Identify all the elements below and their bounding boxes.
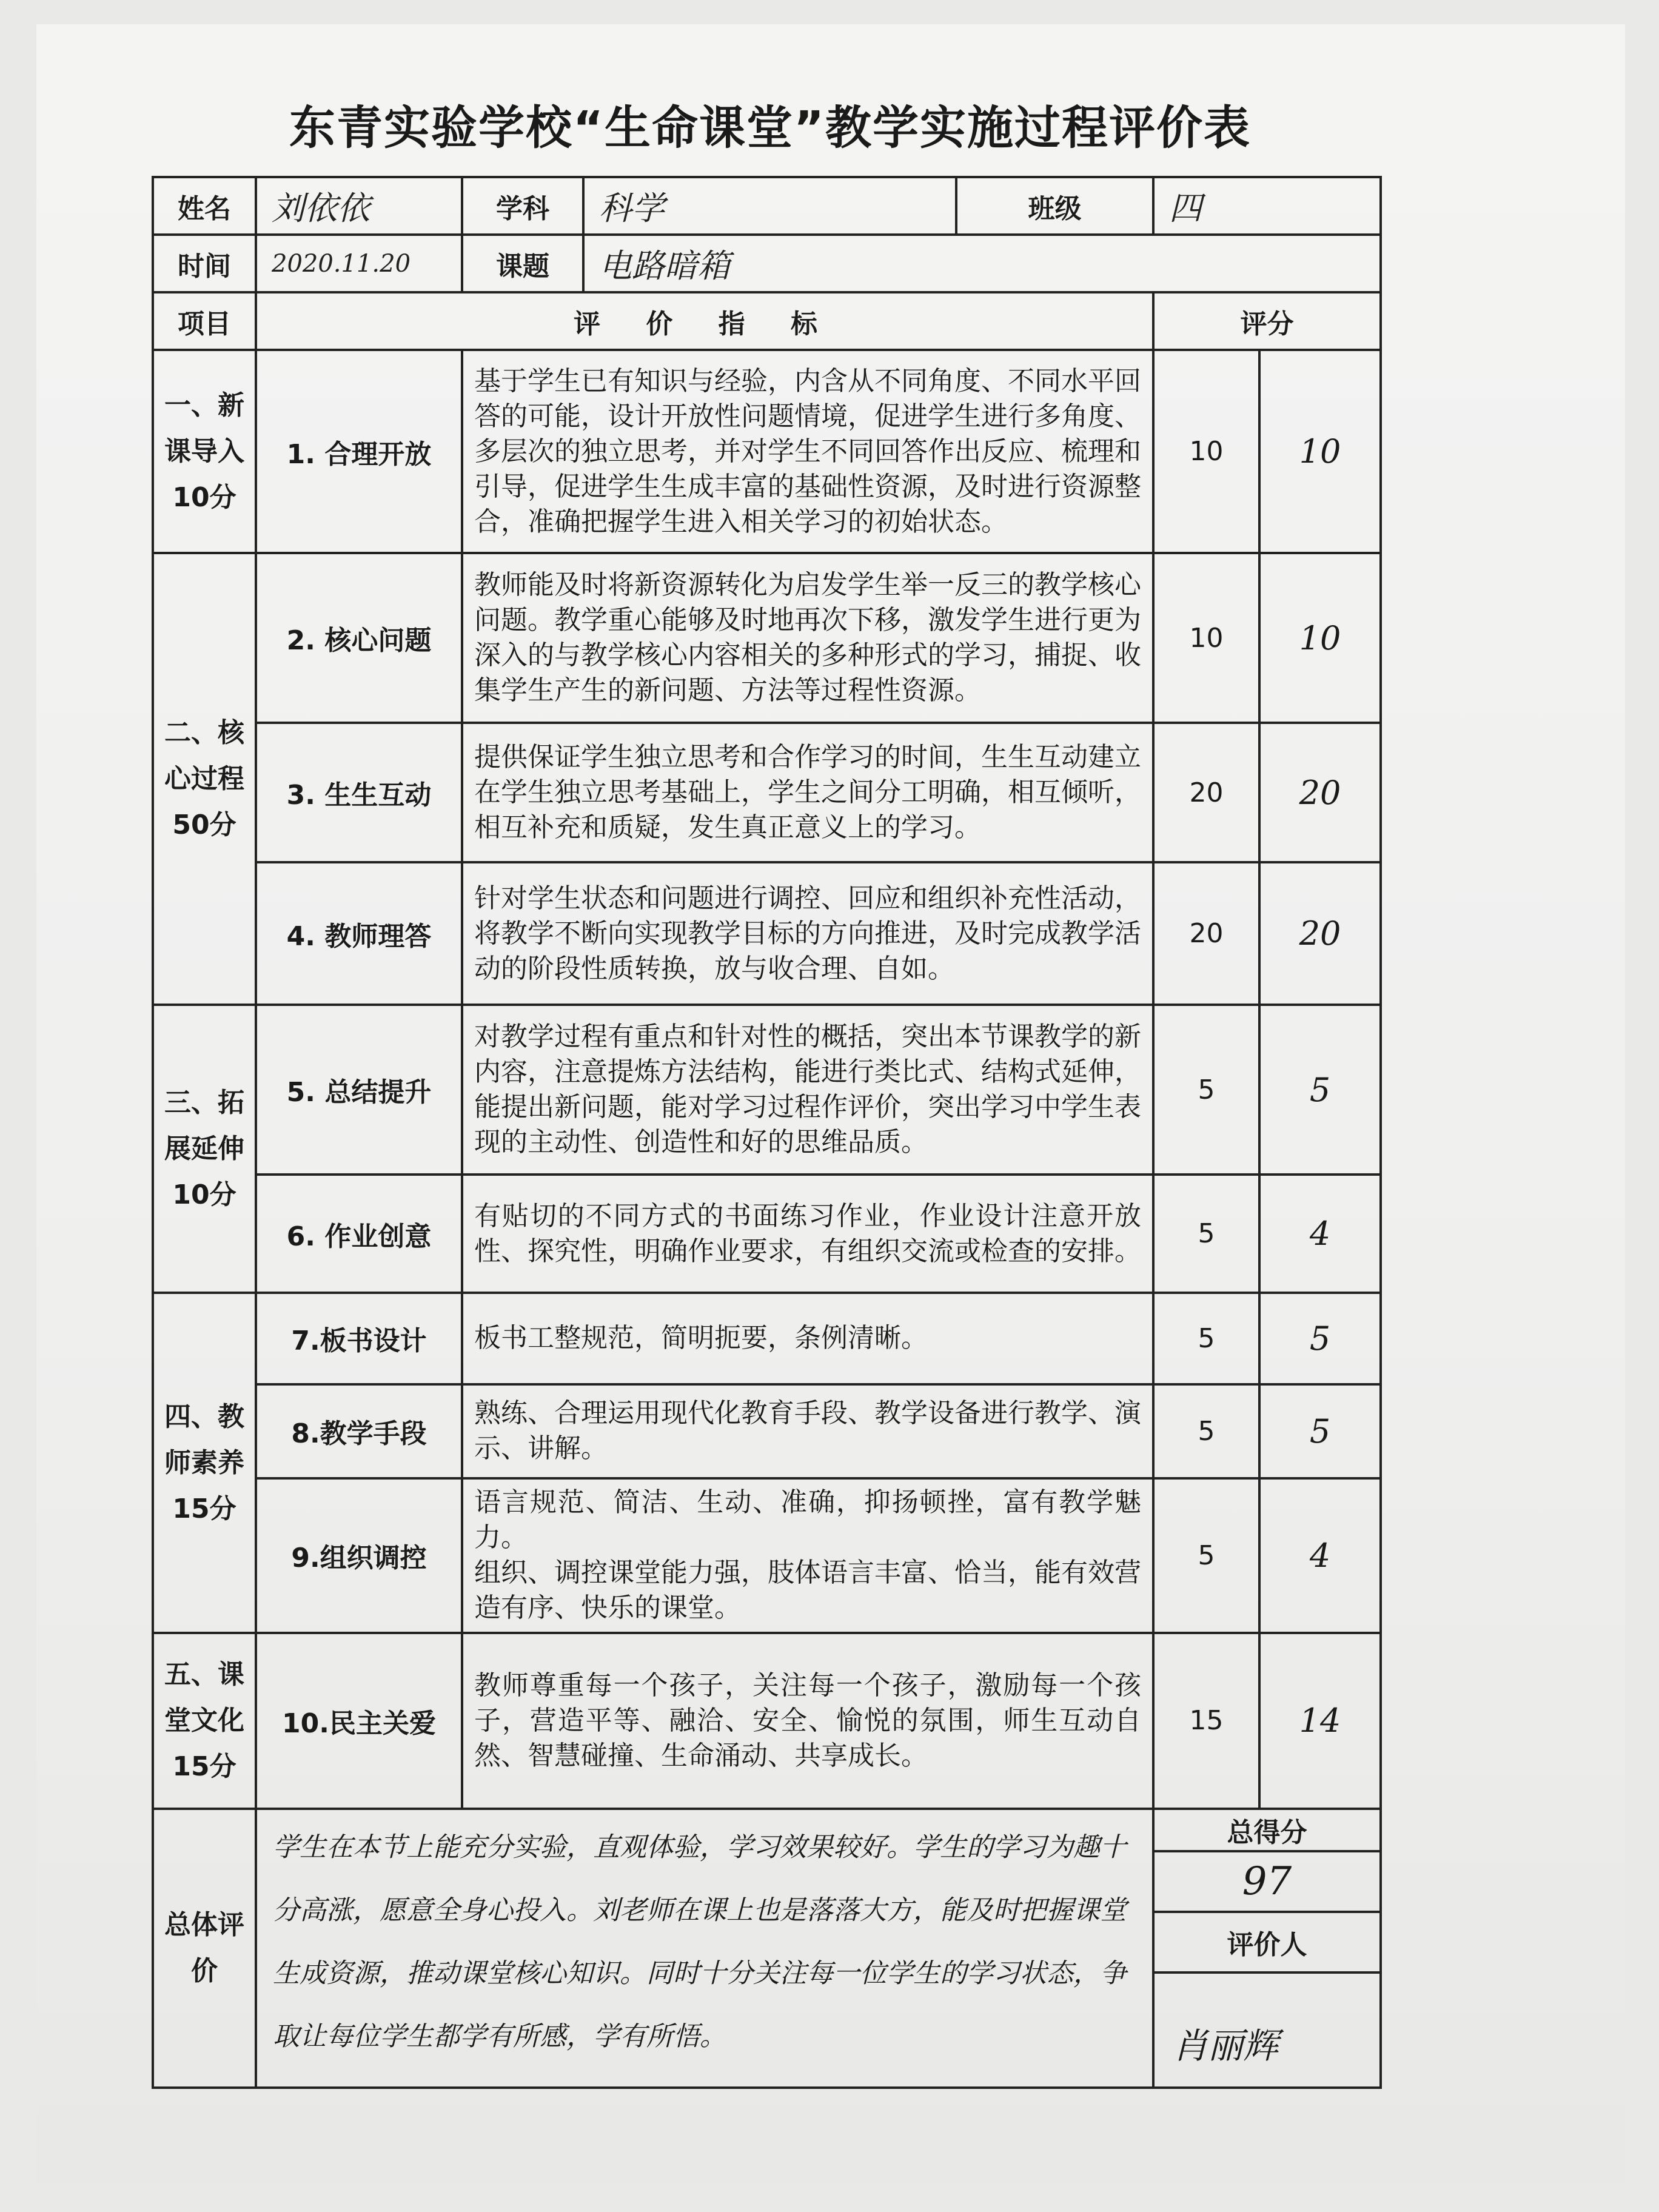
column-header-row [153, 292, 1381, 350]
subject-label: 学科 [462, 177, 583, 235]
item-name: 1. 合理开放 [256, 350, 462, 553]
item-description-line: 组织、调控课堂能力强，肢体语言丰富、恰当，能有效营造有序、快乐的课堂。 [474, 1557, 1141, 1624]
item-name: 3. 生生互动 [256, 723, 462, 862]
item-full-score: 20 [1153, 862, 1259, 1005]
item-score: 5 [1259, 1384, 1381, 1478]
item-score: 10 [1259, 553, 1381, 723]
class-label: 班级 [956, 177, 1153, 235]
summary-comment: 学生在本节上能充分实验，直观体验，学习效果较好。学生的学习为趣十分高涨，愿意全身心投入。刘老师在课上也是落落大方，能及时把握课堂生成资源，推动课堂核心知识。同时十分关注每一位学生的学习状态，争取让每位学生都学有所感，学有所悟。 [256, 1809, 1153, 2088]
item-name: 4. 教师理答 [256, 862, 462, 1005]
total-score-label: 总得分 [1153, 1809, 1381, 1851]
table-row [153, 553, 1381, 723]
item-description: 对教学过程有重点和针对性的概括，突出本节课教学的新内容，注意提炼方法结构，能进行类比式、结构式延伸，能提出新问题，能对学习过程作评价，突出学习中学生表现的主动性、创造性和好的思维品质。 [462, 1005, 1153, 1175]
item-full-score: 5 [1153, 1478, 1259, 1633]
table-row [153, 723, 1381, 862]
item-full-score: 5 [1153, 1384, 1259, 1478]
table-row [153, 1175, 1381, 1293]
project-header: 项目 [153, 292, 256, 350]
item-score: 10 [1259, 350, 1381, 553]
page-title: 东青实验学校“生命课堂”教学实施过程评价表 [289, 101, 1251, 155]
name-value: 刘依依 [256, 177, 462, 235]
item-score: 14 [1259, 1633, 1381, 1809]
evaluator-label: 评价人 [1153, 1912, 1381, 1972]
item-description-line: 语言规范、简洁、生动、准确，抑扬顿挫，富有教学魅力。 [474, 1487, 1141, 1553]
item-score: 20 [1259, 723, 1381, 862]
item-name: 10.民主关爱 [256, 1633, 462, 1809]
indicator-header: 评 价 指 标 [256, 292, 1153, 350]
summary-label: 总体评价 [153, 1809, 256, 2088]
topic-label: 课题 [462, 235, 583, 292]
item-description: 板书工整规范，简明扼要，条例清晰。 [462, 1293, 1153, 1384]
item-score: 5 [1259, 1293, 1381, 1384]
time-label: 时间 [153, 235, 256, 292]
table-row [153, 1633, 1381, 1809]
topic-value: 电路暗箱 [583, 235, 1381, 292]
item-full-score: 10 [1153, 553, 1259, 723]
table-row [153, 862, 1381, 1005]
name-label: 姓名 [153, 177, 256, 235]
total-score-value: 97 [1153, 1851, 1381, 1912]
table-row [153, 1384, 1381, 1478]
section-label: 一、新课导入10分 [153, 350, 256, 553]
item-name: 5. 总结提升 [256, 1005, 462, 1175]
item-description: 教师尊重每一个孩子，关注每一个孩子，激励每一个孩子，营造平等、融洽、安全、愉悦的氛围，师生互动自然、智慧碰撞、生命涌动、共享成长。 [462, 1633, 1153, 1809]
item-full-score: 5 [1153, 1293, 1259, 1384]
item-description: 针对学生状态和问题进行调控、回应和组织补充性活动，将教学不断向实现教学目标的方向推进，及时完成教学活动的阶段性质转换，放与收合理、自如。 [462, 862, 1153, 1005]
item-name: 9.组织调控 [256, 1478, 462, 1633]
time-value: 2020.11.20 [256, 235, 462, 292]
item-description [462, 1478, 1153, 1633]
item-description: 熟练、合理运用现代化教育手段、教学设备进行教学、演示、讲解。 [462, 1384, 1153, 1478]
evaluation-form [152, 176, 1382, 2089]
table-row [153, 350, 1381, 553]
item-full-score: 10 [1153, 350, 1259, 553]
subject-value: 科学 [583, 177, 956, 235]
item-description: 基于学生已有知识与经验，内含从不同角度、不同水平回答的可能，设计开放性问题情境，促进学生进行多角度、多层次的独立思考，并对学生不同回答作出反应、梳理和引导，促进学生生成丰富的基础性资源，及时进行资源整合，准确把握学生进入相关学习的初始状态。 [462, 350, 1153, 553]
section-label: 四、教师素养15分 [153, 1293, 256, 1632]
item-score: 4 [1259, 1478, 1381, 1633]
item-full-score: 15 [1153, 1633, 1259, 1809]
table-row [153, 1005, 1381, 1175]
item-description: 教师能及时将新资源转化为启发学生举一反三的教学核心问题。教学重心能够及时地再次下移，激发学生进行更为深入的与教学核心内容相关的多种形式的学习，捕捉、收集学生产生的新问题、方法等过程性资源。 [462, 553, 1153, 723]
item-score: 20 [1259, 862, 1381, 1005]
item-name: 7.板书设计 [256, 1293, 462, 1384]
score-header: 评分 [1153, 292, 1381, 350]
item-name: 6. 作业创意 [256, 1175, 462, 1293]
evaluator-signature: 肖丽辉 [1153, 1972, 1381, 2088]
item-description: 有贴切的不同方式的书面练习作业，作业设计注意开放性、探究性，明确作业要求，有组织交流或检查的安排。 [462, 1175, 1153, 1293]
item-name: 2. 核心问题 [256, 553, 462, 723]
item-description: 提供保证学生独立思考和合作学习的时间，生生互动建立在学生独立思考基础上，学生之间分工明确，相互倾听，相互补充和质疑，发生真正意义上的学习。 [462, 723, 1153, 862]
section-label: 二、核心过程50分 [153, 553, 256, 1005]
item-name: 8.教学手段 [256, 1384, 462, 1478]
item-full-score: 20 [1153, 723, 1259, 862]
table-row [153, 1478, 1381, 1633]
class-value: 四 [1153, 177, 1381, 235]
summary-row [153, 1809, 1381, 1851]
section-label: 三、拓展延伸10分 [153, 1005, 256, 1293]
table-row [153, 1293, 1381, 1384]
item-full-score: 5 [1153, 1175, 1259, 1293]
item-full-score: 5 [1153, 1005, 1259, 1175]
header-row-name [153, 177, 1381, 235]
item-score: 5 [1259, 1005, 1381, 1175]
item-score: 4 [1259, 1175, 1381, 1293]
section-label: 五、课堂文化15分 [153, 1633, 256, 1809]
header-row-time [153, 235, 1381, 292]
